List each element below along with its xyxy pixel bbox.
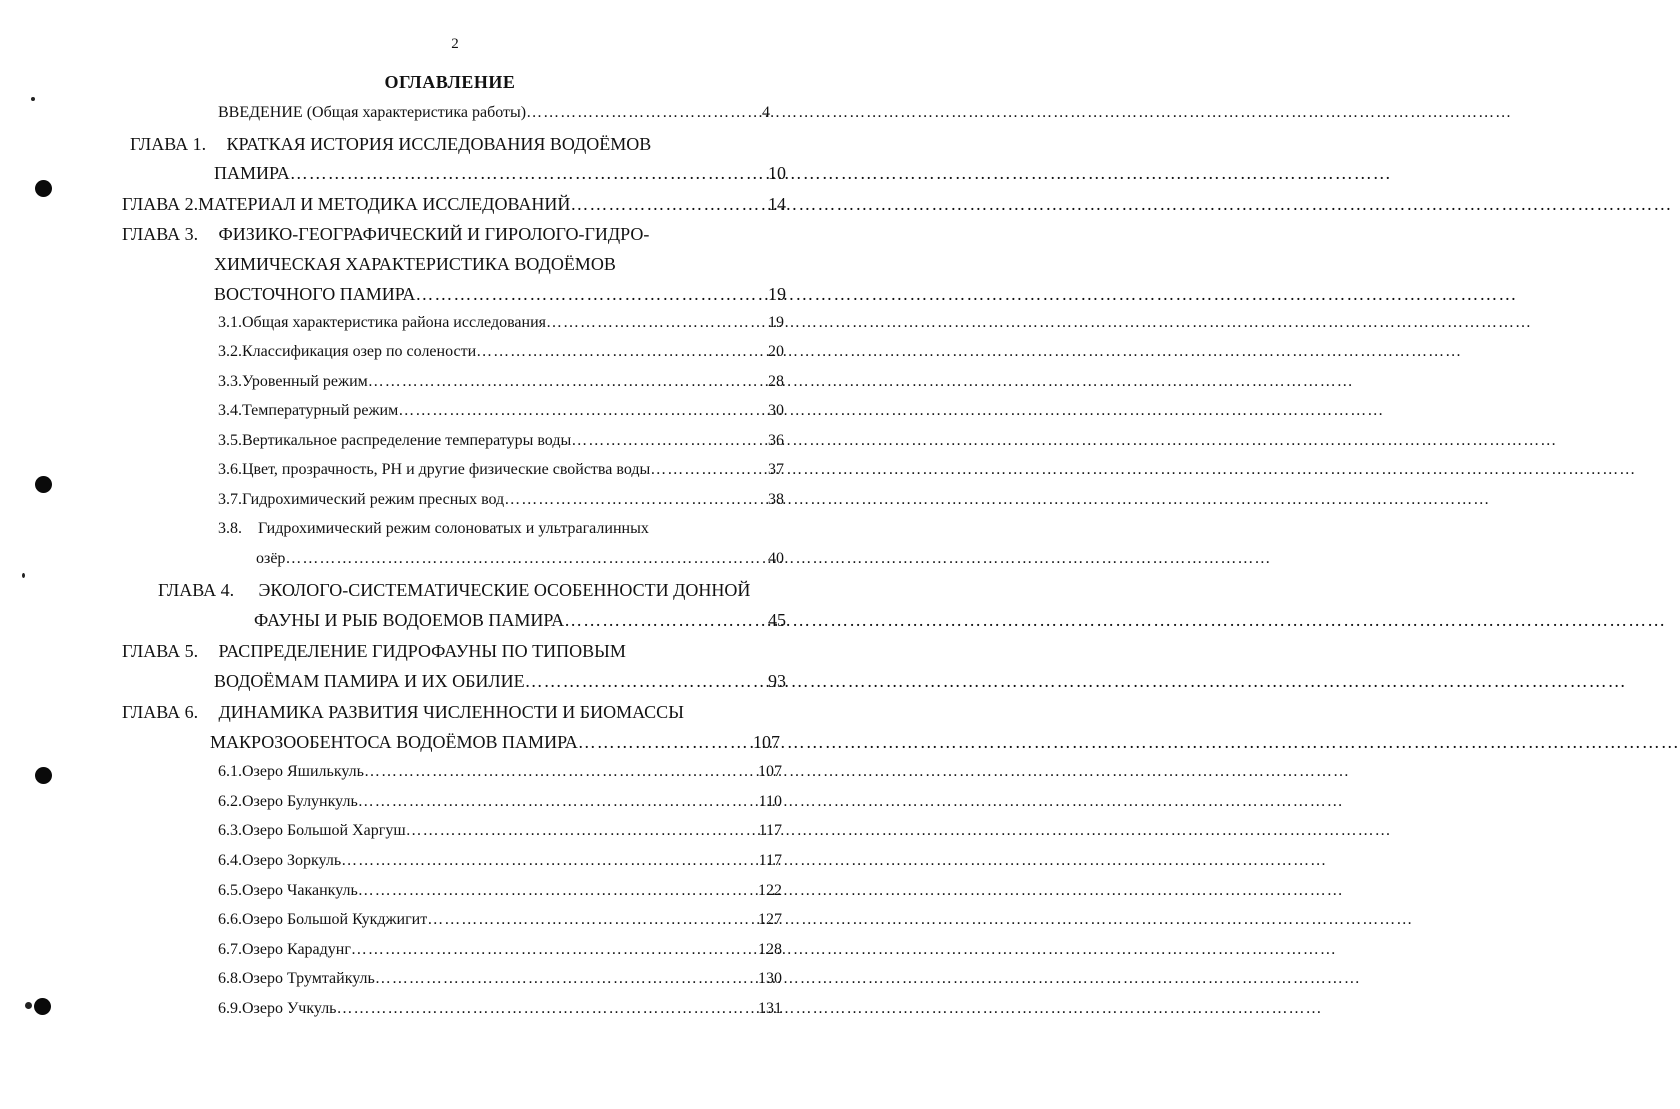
- section-title: Гидрохимический режим пресных вод: [242, 491, 505, 508]
- toc-section-3-8-line1[interactable]: [218, 520, 649, 538]
- toc-chapter-1-line1[interactable]: [130, 134, 651, 155]
- toc-entry-page: 19: [768, 284, 786, 304]
- punch-hole-mark: [35, 180, 52, 197]
- toc-section-6-2[interactable]: [218, 793, 782, 811]
- toc-section-6-9[interactable]: [218, 1000, 782, 1018]
- section-number: 6.1.: [218, 763, 242, 780]
- toc-section-3-1[interactable]: [218, 314, 784, 332]
- toc-entry-page: 36: [768, 432, 784, 449]
- section-number: 3.6.: [218, 461, 242, 478]
- toc-chapter-3-line1[interactable]: [122, 224, 649, 245]
- toc-entry-page: 130: [758, 970, 782, 987]
- leader-dots: [526, 104, 762, 122]
- section-title-cont: озёр: [256, 550, 286, 567]
- section-title: Гидрохимический режим солоноватых и ультрагалинных: [258, 520, 649, 537]
- scan-speck: [31, 97, 35, 101]
- toc-entry-page: 38: [768, 491, 784, 508]
- toc-entry-page: 45: [768, 610, 786, 630]
- chapter-title: ЭКОЛОГО-СИСТЕМАТИЧЕСКИЕ ОСОБЕННОСТИ ДОННОЙ: [258, 580, 751, 600]
- toc-entry-page: 110: [758, 793, 782, 810]
- leader-dots: [578, 732, 753, 753]
- toc-entry-page: 93: [768, 671, 786, 691]
- chapter-title-cont: ФАУНЫ И РЫБ ВОДОЕМОВ ПАМИРА: [254, 610, 565, 630]
- toc-entry-page: 117: [758, 852, 782, 869]
- toc-entry-page: 10: [768, 163, 786, 183]
- leader-dots: [570, 194, 768, 215]
- toc-entry-page: 127: [758, 911, 782, 928]
- leader-dots: [525, 671, 768, 692]
- leader-dots: [285, 550, 768, 568]
- section-number: 3.1.: [218, 314, 242, 331]
- leader-dots: [415, 284, 768, 305]
- leader-dots: [564, 610, 768, 631]
- toc-entry-page: 117: [758, 822, 782, 839]
- toc-section-6-6[interactable]: [218, 911, 782, 929]
- toc-section-3-8-line2[interactable]: [256, 550, 784, 568]
- section-number: 6.2.: [218, 793, 242, 810]
- toc-section-3-7[interactable]: [218, 491, 784, 509]
- toc-entry-page: 40: [768, 550, 784, 567]
- section-title: Озеро Яшилькуль: [242, 763, 364, 780]
- page-number: 2: [451, 36, 459, 52]
- toc-section-3-2[interactable]: [218, 343, 784, 361]
- section-title: Озеро Учкуль: [242, 1000, 337, 1017]
- toc-entry-page: 28: [768, 373, 784, 390]
- section-title: Классификация озер по солености: [242, 343, 477, 360]
- section-number: 6.6.: [218, 911, 242, 928]
- toc-entry-page: 30: [768, 402, 784, 419]
- section-title: Цвет, прозрачность, PH и другие физические свойства воды: [242, 461, 651, 478]
- toc-section-3-3[interactable]: [218, 373, 784, 391]
- section-title: Уровенный режим: [242, 373, 368, 390]
- chapter-prefix: ГЛАВА 2.: [122, 194, 199, 214]
- toc-entry-page: 107: [758, 763, 782, 780]
- section-title: Озеро Трумтайкуль: [242, 970, 375, 987]
- chapter-title: ФИЗИКО-ГЕОГРАФИЧЕСКИЙ И ГИРОЛОГО-ГИДРО-: [218, 224, 650, 244]
- chapter-title-cont: ВОСТОЧНОГО ПАМИРА: [214, 284, 416, 304]
- chapter-title: МАТЕРИАЛ И МЕТОДИКА ИССЛЕДОВАНИЙ: [198, 194, 571, 214]
- section-number: 3.8.: [218, 520, 242, 537]
- toc-entry-page: 14: [768, 194, 786, 214]
- leader-dots: [375, 970, 758, 988]
- leader-dots: [336, 1000, 758, 1018]
- toc-chapter-4-line1[interactable]: [158, 580, 750, 601]
- toc-entry-intro[interactable]: [218, 104, 770, 122]
- chapter-title-cont: МАКРОЗООБЕНТОСА ВОДОЁМОВ ПАМИРА: [210, 732, 578, 752]
- chapter-prefix: ГЛАВА 3.: [122, 224, 199, 244]
- section-title: Озеро Карадунг: [242, 941, 351, 958]
- section-number: 6.9.: [218, 1000, 242, 1017]
- leader-dots: [358, 882, 758, 900]
- section-number: 3.4.: [218, 402, 242, 419]
- leader-dots: [351, 941, 758, 959]
- leader-dots: [504, 491, 768, 509]
- toc-chapter-3-line2[interactable]: [214, 254, 616, 275]
- leader-dots: [341, 852, 758, 870]
- leader-dots: [364, 763, 758, 781]
- toc-section-6-5[interactable]: [218, 882, 782, 900]
- toc-chapter-5-line2[interactable]: [214, 671, 786, 692]
- section-title: Температурный режим: [242, 402, 399, 419]
- section-number: 3.7.: [218, 491, 242, 508]
- section-number: 6.8.: [218, 970, 242, 987]
- section-number: 3.5.: [218, 432, 242, 449]
- toc-section-6-1[interactable]: [218, 763, 782, 781]
- toc-section-3-5[interactable]: [218, 432, 784, 450]
- section-title: Общая характеристика района исследования: [242, 314, 547, 331]
- chapter-title: КРАТКАЯ ИСТОРИЯ ИССЛЕДОВАНИЯ ВОДОЁМОВ: [226, 134, 652, 154]
- leader-dots: [406, 822, 759, 840]
- section-number: 3.2.: [218, 343, 242, 360]
- punch-hole-mark: [35, 767, 52, 784]
- chapter-title: ДИНАМИКА РАЗВИТИЯ ЧИСЛЕННОСТИ И БИОМАССЫ: [218, 702, 684, 722]
- section-title: Озеро Большой Харгуш: [242, 822, 406, 839]
- leader-dots: [358, 793, 759, 811]
- toc-entry-page: 37: [768, 461, 784, 478]
- toc-chapter-2[interactable]: [122, 194, 786, 215]
- chapter-title: РАСПРЕДЕЛЕНИЕ ГИДРОФАУНЫ ПО ТИПОВЫМ: [218, 641, 626, 661]
- section-title: Озеро Зоркуль: [242, 852, 342, 869]
- scan-speck: [25, 1002, 32, 1009]
- toc-entry-label: ВВЕДЕНИЕ (Общая характеристика работы): [218, 104, 527, 121]
- toc-chapter-1-line2[interactable]: [214, 163, 786, 184]
- toc-section-3-4[interactable]: [218, 402, 784, 420]
- leader-dots: [571, 432, 768, 450]
- toc-entry-page: 20: [768, 343, 784, 360]
- punch-hole-mark: [35, 476, 52, 493]
- section-title: Озеро Чаканкуль: [242, 882, 358, 899]
- leader-dots: [427, 911, 758, 929]
- section-title: Озеро Булункуль: [242, 793, 358, 810]
- toc-section-6-3[interactable]: [218, 822, 782, 840]
- punch-hole-mark: [34, 998, 51, 1015]
- toc-section-6-7[interactable]: [218, 941, 782, 959]
- chapter-prefix: ГЛАВА 5.: [122, 641, 199, 661]
- section-number: 6.4.: [218, 852, 242, 869]
- leader-dots: [476, 343, 768, 361]
- chapter-title-cont: ХИМИЧЕСКАЯ ХАРАКТЕРИСТИКА ВОДОЁМОВ: [214, 254, 616, 274]
- leader-dots: [650, 461, 768, 479]
- toc-section-6-4[interactable]: [218, 852, 782, 870]
- document-page: [0, 0, 798, 1109]
- section-number: 3.3.: [218, 373, 242, 390]
- chapter-prefix: ГЛАВА 6.: [122, 702, 199, 722]
- scan-speck: [22, 573, 25, 578]
- toc-chapter-4-line2[interactable]: [254, 610, 786, 631]
- leader-dots: [398, 402, 768, 420]
- toc-section-3-6[interactable]: [218, 461, 784, 479]
- chapter-title-cont: ПАМИРА: [214, 163, 290, 183]
- toc-entry-page: 4: [762, 104, 770, 121]
- leader-dots: [546, 314, 768, 332]
- toc-chapter-5-line1[interactable]: [122, 641, 626, 662]
- toc-entry-page: 107: [753, 732, 780, 752]
- chapter-prefix: ГЛАВА 4.: [158, 580, 235, 600]
- chapter-prefix: ГЛАВА 1.: [130, 134, 207, 154]
- toc-entry-page: 19: [768, 314, 784, 331]
- leader-dots: [290, 163, 768, 184]
- toc-entry-page: 131: [758, 1000, 782, 1017]
- toc-title: ОГЛАВЛЕНИЕ: [384, 72, 516, 92]
- section-title: Озеро Большой Кукджигит: [242, 911, 428, 928]
- section-number: 6.7.: [218, 941, 242, 958]
- chapter-title-cont: ВОДОЁМАМ ПАМИРА И ИХ ОБИЛИЕ: [214, 671, 525, 691]
- toc-chapter-6-line1[interactable]: [122, 702, 684, 723]
- toc-chapter-3-line3[interactable]: [214, 284, 786, 305]
- toc-section-6-8[interactable]: [218, 970, 782, 988]
- section-title: Вертикальное распределение температуры воды: [242, 432, 572, 449]
- toc-entry-page: 128: [758, 941, 782, 958]
- section-number: 6.5.: [218, 882, 242, 899]
- toc-entry-page: 122: [758, 882, 782, 899]
- section-number: 6.3.: [218, 822, 242, 839]
- toc-chapter-6-line2[interactable]: [210, 732, 780, 753]
- leader-dots: [368, 373, 768, 391]
